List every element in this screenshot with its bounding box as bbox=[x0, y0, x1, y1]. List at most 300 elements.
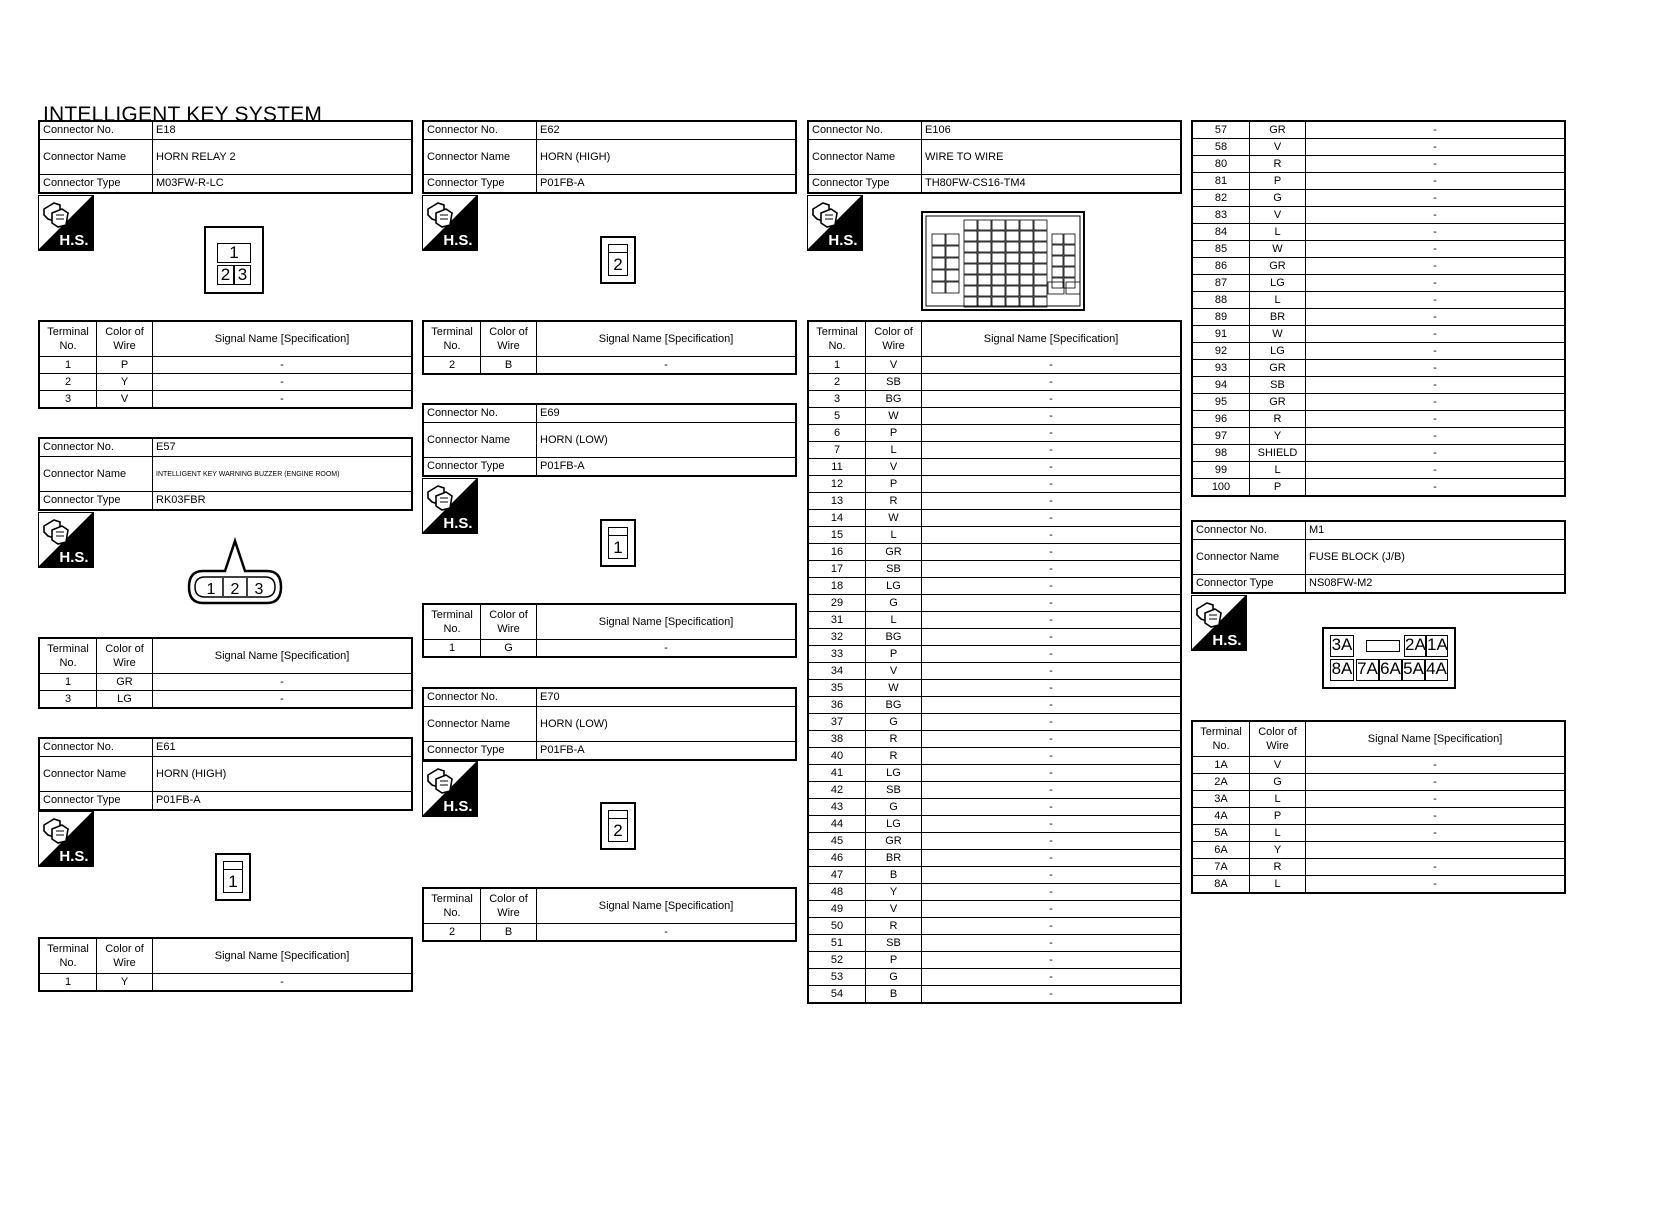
table-row bbox=[808, 425, 1181, 442]
terminal-no-cell: 48 bbox=[808, 884, 866, 901]
signal-name-cell: - bbox=[1306, 808, 1566, 825]
wire-color-cell: SHIELD bbox=[1250, 445, 1306, 462]
table-row bbox=[1192, 774, 1565, 791]
terminal-table-e57-wrap bbox=[38, 637, 413, 709]
terminal-no-cell: 33 bbox=[808, 646, 866, 663]
signal-name-cell: - bbox=[922, 833, 1182, 850]
wire-color-cell: Y bbox=[866, 884, 922, 901]
terminal-no-cell: 51 bbox=[808, 935, 866, 952]
table-row bbox=[808, 714, 1181, 731]
hs-graphic bbox=[1191, 595, 1247, 651]
connector-no-label: Connector No. bbox=[808, 121, 922, 140]
table-row bbox=[808, 561, 1181, 578]
signal-name-cell: - bbox=[922, 612, 1182, 629]
terminal-no-cell: 2 bbox=[423, 924, 481, 942]
signal-name-cell: - bbox=[1306, 462, 1566, 479]
signal-name-cell: - bbox=[1306, 859, 1566, 876]
pin-label: 3 bbox=[234, 265, 251, 285]
wire-color-cell: G bbox=[1250, 190, 1306, 207]
connector-info-table bbox=[1191, 520, 1566, 594]
table-row bbox=[808, 799, 1181, 816]
terminal-no-cell: 5A bbox=[1192, 825, 1250, 842]
wire-color-cell: SB bbox=[866, 782, 922, 799]
signal-name-cell: - bbox=[1306, 377, 1566, 394]
terminal-table-e70-wrap bbox=[422, 887, 797, 942]
terminal-no-cell: 1A bbox=[1192, 757, 1250, 774]
wire-color-cell: G bbox=[866, 595, 922, 612]
signal-name-cell: - bbox=[922, 850, 1182, 867]
terminal-no-cell: 1 bbox=[39, 674, 97, 691]
terminal-no-cell: 12 bbox=[808, 476, 866, 493]
hs-graphic bbox=[38, 811, 94, 867]
connector-name-label: Connector Name bbox=[39, 757, 153, 792]
terminal-no-cell: 35 bbox=[808, 680, 866, 697]
wire-color-cell: LG bbox=[866, 765, 922, 782]
wire-color-cell: GR bbox=[97, 674, 153, 691]
hs-label: H.S. bbox=[443, 515, 473, 532]
signal-name-cell: - bbox=[1306, 224, 1566, 241]
signal-name-cell: - bbox=[922, 816, 1182, 833]
connector-name-label: Connector Name bbox=[1192, 540, 1306, 575]
connector-name-label: Connector Name bbox=[423, 140, 537, 175]
wire-color-cell: G bbox=[866, 969, 922, 986]
connector-name-label: Connector Name bbox=[39, 140, 153, 175]
table-row bbox=[39, 974, 412, 992]
wire-color-cell: R bbox=[1250, 859, 1306, 876]
terminal-table bbox=[1191, 720, 1566, 894]
signal-name-cell: - bbox=[922, 680, 1182, 697]
table-row bbox=[1192, 275, 1565, 292]
pin-label: 3A bbox=[1330, 635, 1354, 657]
wire-color-cell: LG bbox=[97, 691, 153, 709]
signal-name-cell: - bbox=[922, 731, 1182, 748]
terminal-no-cell: 3A bbox=[1192, 791, 1250, 808]
table-row bbox=[1192, 360, 1565, 377]
signal-name-cell: - bbox=[922, 425, 1182, 442]
table-row bbox=[808, 357, 1181, 374]
table-row bbox=[1192, 825, 1565, 842]
wire-color-cell: L bbox=[866, 612, 922, 629]
table-row bbox=[808, 867, 1181, 884]
wire-color-cell: W bbox=[1250, 326, 1306, 343]
wire-color-cell: R bbox=[866, 748, 922, 765]
pin-label: 1 bbox=[217, 243, 251, 263]
table-row bbox=[808, 935, 1181, 952]
table-row bbox=[1192, 156, 1565, 173]
signal-name-cell: - bbox=[1306, 275, 1566, 292]
hs-graphic bbox=[38, 195, 94, 251]
hs-label: H.S. bbox=[59, 232, 89, 249]
signal-name-cell: - bbox=[1306, 791, 1566, 808]
signal-name-cell: - bbox=[1306, 428, 1566, 445]
wire-color-cell: SB bbox=[1250, 377, 1306, 394]
wire-color-cell: G bbox=[1250, 774, 1306, 791]
signal-name-cell: - bbox=[153, 374, 413, 391]
connector-e106 bbox=[807, 120, 1182, 194]
key-slot bbox=[1366, 640, 1400, 652]
signal-name-cell: - bbox=[1306, 121, 1566, 139]
wire-color-cell: Y bbox=[97, 374, 153, 391]
hs-label: H.S. bbox=[443, 798, 473, 815]
color-of-wire-header: Color of Wire bbox=[866, 321, 922, 357]
pin-label: 2 bbox=[217, 265, 234, 285]
connector-type-value: P01FB-A bbox=[153, 792, 413, 811]
signal-name-cell: - bbox=[922, 595, 1182, 612]
terminal-table bbox=[422, 887, 797, 942]
wire-color-cell: B bbox=[866, 986, 922, 1004]
terminal-no-cell: 2 bbox=[423, 357, 481, 375]
terminal-no-cell: 16 bbox=[808, 544, 866, 561]
table-row bbox=[808, 765, 1181, 782]
hs-label: H.S. bbox=[1212, 632, 1242, 649]
connector-name-label: Connector Name bbox=[423, 423, 537, 458]
signal-name-cell: - bbox=[153, 391, 413, 409]
signal-name-cell: - bbox=[922, 663, 1182, 680]
connector-name-label: Connector Name bbox=[808, 140, 922, 175]
connector-name-label: Connector Name bbox=[423, 707, 537, 742]
signal-name-cell: - bbox=[537, 357, 797, 375]
hs-harness-side-icon bbox=[422, 761, 478, 817]
connector-type-value: P01FB-A bbox=[537, 742, 797, 761]
table-row bbox=[1192, 479, 1565, 497]
table-row bbox=[808, 442, 1181, 459]
table-row bbox=[1192, 791, 1565, 808]
signal-name-cell: - bbox=[922, 527, 1182, 544]
terminal-no-cell: 34 bbox=[808, 663, 866, 680]
terminal-table-continued bbox=[1191, 120, 1566, 497]
table-row bbox=[808, 578, 1181, 595]
color-of-wire-header: Color of Wire bbox=[481, 604, 537, 640]
terminal-no-header: Terminal No. bbox=[39, 638, 97, 674]
connector-info-table bbox=[422, 120, 797, 194]
terminal-no-cell: 58 bbox=[1192, 139, 1250, 156]
hs-harness-side-icon bbox=[1191, 595, 1247, 651]
terminal-no-cell: 3 bbox=[39, 391, 97, 409]
color-of-wire-header: Color of Wire bbox=[481, 321, 537, 357]
connector-name-value: HORN (HIGH) bbox=[153, 757, 413, 792]
connector-face-diagram bbox=[185, 537, 285, 607]
wire-color-cell: R bbox=[1250, 411, 1306, 428]
terminal-no-header: Terminal No. bbox=[808, 321, 866, 357]
terminal-no-cell: 80 bbox=[1192, 156, 1250, 173]
color-of-wire-header: Color of Wire bbox=[97, 321, 153, 357]
signal-name-cell: - bbox=[922, 408, 1182, 425]
connector-no-value: E62 bbox=[537, 121, 797, 140]
wire-color-cell: Y bbox=[1250, 428, 1306, 445]
table-row bbox=[1192, 343, 1565, 360]
signal-name-cell: - bbox=[1306, 326, 1566, 343]
signal-name-cell: - bbox=[922, 629, 1182, 646]
signal-name-cell: - bbox=[922, 561, 1182, 578]
signal-name-header: Signal Name [Specification] bbox=[153, 638, 413, 674]
wire-color-cell: P bbox=[1250, 173, 1306, 190]
connector-name-label: Connector Name bbox=[39, 457, 153, 492]
hs-label: H.S. bbox=[443, 232, 473, 249]
wire-color-cell: V bbox=[1250, 139, 1306, 156]
terminal-table-m1-wrap bbox=[1191, 720, 1566, 894]
pin-label: 5A bbox=[1402, 659, 1425, 681]
signal-name-cell: - bbox=[1306, 394, 1566, 411]
table-row bbox=[808, 680, 1181, 697]
connector-type-value: P01FB-A bbox=[537, 458, 797, 477]
terminal-no-cell: 32 bbox=[808, 629, 866, 646]
wire-color-cell: LG bbox=[866, 578, 922, 595]
wire-color-cell: Y bbox=[97, 974, 153, 992]
wire-color-cell: L bbox=[1250, 462, 1306, 479]
table-row bbox=[39, 691, 412, 709]
table-row bbox=[1192, 428, 1565, 445]
signal-name-cell: - bbox=[1306, 479, 1566, 497]
signal-name-cell: - bbox=[1306, 876, 1566, 894]
connector-info-table bbox=[38, 437, 413, 511]
terminal-table-e106-wrap bbox=[807, 320, 1182, 1004]
table-row bbox=[423, 357, 796, 375]
terminal-no-cell: 86 bbox=[1192, 258, 1250, 275]
connector-type-value: TH80FW-CS16-TM4 bbox=[922, 175, 1182, 194]
wire-color-cell: GR bbox=[1250, 360, 1306, 377]
wire-color-cell: L bbox=[866, 527, 922, 544]
table-row bbox=[1192, 241, 1565, 258]
signal-name-header: Signal Name [Specification] bbox=[537, 888, 797, 924]
connector-no-label: Connector No. bbox=[39, 738, 153, 757]
table-row bbox=[808, 408, 1181, 425]
terminal-no-cell: 81 bbox=[1192, 173, 1250, 190]
pin-label: 2A bbox=[1404, 635, 1426, 657]
table-row bbox=[808, 527, 1181, 544]
connector-type-label: Connector Type bbox=[39, 175, 153, 194]
connector-name-value: WIRE TO WIRE bbox=[922, 140, 1182, 175]
table-row bbox=[808, 731, 1181, 748]
signal-name-header: Signal Name [Specification] bbox=[922, 321, 1182, 357]
terminal-no-cell: 52 bbox=[808, 952, 866, 969]
wire-color-cell: BR bbox=[866, 850, 922, 867]
pin-label: 2 bbox=[230, 581, 240, 598]
terminal-table bbox=[38, 320, 413, 409]
terminal-no-cell: 84 bbox=[1192, 224, 1250, 241]
terminal-table bbox=[38, 637, 413, 709]
signal-name-header: Signal Name [Specification] bbox=[537, 321, 797, 357]
connector-name-value: INTELLIGENT KEY WARNING BUZZER (ENGINE ROOM) bbox=[153, 457, 413, 492]
terminal-no-cell: 2 bbox=[39, 374, 97, 391]
wire-color-cell: P bbox=[866, 646, 922, 663]
signal-name-cell: - bbox=[922, 884, 1182, 901]
terminal-no-cell: 54 bbox=[808, 986, 866, 1004]
terminal-no-cell: 53 bbox=[808, 969, 866, 986]
signal-name-cell: - bbox=[922, 578, 1182, 595]
terminal-no-cell: 5 bbox=[808, 408, 866, 425]
color-of-wire-header: Color of Wire bbox=[481, 888, 537, 924]
table-row bbox=[39, 391, 412, 409]
connector-info-table bbox=[422, 687, 797, 761]
signal-name-cell: - bbox=[1306, 258, 1566, 275]
terminal-no-cell: 97 bbox=[1192, 428, 1250, 445]
connector-name-value: HORN (HIGH) bbox=[537, 140, 797, 175]
terminal-no-cell: 15 bbox=[808, 527, 866, 544]
connector-type-label: Connector Type bbox=[808, 175, 922, 194]
terminal-table-e61-wrap bbox=[38, 937, 413, 992]
hs-harness-side-icon bbox=[38, 811, 94, 867]
wire-color-cell: L bbox=[1250, 292, 1306, 309]
wire-color-cell: P bbox=[1250, 479, 1306, 497]
terminal-no-cell: 36 bbox=[808, 697, 866, 714]
wire-color-cell: BG bbox=[866, 697, 922, 714]
wire-color-cell: LG bbox=[866, 816, 922, 833]
table-row bbox=[1192, 876, 1565, 894]
signal-name-cell: - bbox=[1306, 241, 1566, 258]
wire-color-cell: W bbox=[1250, 241, 1306, 258]
signal-name-cell bbox=[1306, 842, 1566, 859]
signal-name-cell: - bbox=[922, 476, 1182, 493]
signal-name-cell: - bbox=[1306, 825, 1566, 842]
terminal-no-cell: 13 bbox=[808, 493, 866, 510]
wire-color-cell: V bbox=[866, 901, 922, 918]
wire-color-cell: R bbox=[866, 918, 922, 935]
signal-name-cell: - bbox=[1306, 139, 1566, 156]
wire-color-cell: W bbox=[866, 680, 922, 697]
wire-color-cell: L bbox=[866, 442, 922, 459]
connector-no-label: Connector No. bbox=[39, 438, 153, 457]
terminal-no-cell: 1 bbox=[39, 357, 97, 374]
signal-name-cell: - bbox=[922, 748, 1182, 765]
signal-name-cell: - bbox=[922, 867, 1182, 884]
connector-name-value: FUSE BLOCK (J/B) bbox=[1306, 540, 1566, 575]
wire-color-cell: R bbox=[866, 493, 922, 510]
hs-harness-side-icon bbox=[807, 195, 863, 251]
signal-name-cell: - bbox=[1306, 207, 1566, 224]
table-row bbox=[1192, 377, 1565, 394]
pin-label: 1 bbox=[608, 535, 628, 559]
hs-graphic bbox=[38, 512, 94, 568]
signal-name-header: Signal Name [Specification] bbox=[153, 938, 413, 974]
terminal-no-cell: 14 bbox=[808, 510, 866, 527]
signal-name-cell: - bbox=[1306, 292, 1566, 309]
connector-e62 bbox=[422, 120, 797, 194]
hs-label: H.S. bbox=[59, 549, 89, 566]
terminal-no-cell: 38 bbox=[808, 731, 866, 748]
wire-color-cell: L bbox=[1250, 224, 1306, 241]
wire-color-cell: GR bbox=[1250, 394, 1306, 411]
terminal-table bbox=[38, 937, 413, 992]
wire-color-cell: P bbox=[866, 425, 922, 442]
terminal-no-header: Terminal No. bbox=[423, 888, 481, 924]
connector-no-value: M1 bbox=[1306, 521, 1566, 540]
connector-info-table bbox=[807, 120, 1182, 194]
table-row bbox=[1192, 207, 1565, 224]
connector-type-value: M03FW-R-LC bbox=[153, 175, 413, 194]
table-row bbox=[808, 612, 1181, 629]
table-row bbox=[808, 544, 1181, 561]
connector-info-table bbox=[422, 403, 797, 477]
table-row bbox=[808, 816, 1181, 833]
hs-harness-side-icon bbox=[38, 512, 94, 568]
terminal-table-e18-wrap bbox=[38, 320, 413, 409]
terminal-table-e106-cont-wrap bbox=[1191, 120, 1566, 497]
table-row bbox=[1192, 173, 1565, 190]
wire-color-cell: V bbox=[866, 357, 922, 374]
wire-color-cell: L bbox=[1250, 791, 1306, 808]
connector-name-value: HORN (LOW) bbox=[537, 707, 797, 742]
table-row bbox=[808, 901, 1181, 918]
pin-label: 2 bbox=[608, 818, 628, 842]
wire-color-cell: P bbox=[866, 476, 922, 493]
table-row bbox=[808, 374, 1181, 391]
table-row bbox=[1192, 394, 1565, 411]
terminal-no-cell: 2A bbox=[1192, 774, 1250, 791]
hs-graphic bbox=[422, 478, 478, 534]
terminal-no-cell: 11 bbox=[808, 459, 866, 476]
terminal-no-cell: 3 bbox=[39, 691, 97, 709]
wire-color-cell: W bbox=[866, 510, 922, 527]
signal-name-cell: - bbox=[1306, 360, 1566, 377]
table-row bbox=[808, 969, 1181, 986]
terminal-no-cell: 87 bbox=[1192, 275, 1250, 292]
wire-color-cell: V bbox=[97, 391, 153, 409]
table-row bbox=[1192, 190, 1565, 207]
signal-name-cell: - bbox=[922, 459, 1182, 476]
table-row bbox=[808, 646, 1181, 663]
terminal-no-cell: 40 bbox=[808, 748, 866, 765]
signal-name-header: Signal Name [Specification] bbox=[1306, 721, 1566, 757]
signal-name-cell: - bbox=[922, 391, 1182, 408]
wire-color-cell: P bbox=[97, 357, 153, 374]
terminal-table-e62-wrap bbox=[422, 320, 797, 375]
terminal-no-cell: 98 bbox=[1192, 445, 1250, 462]
table-row bbox=[808, 918, 1181, 935]
signal-name-cell: - bbox=[1306, 757, 1566, 774]
hs-harness-side-icon bbox=[38, 195, 94, 251]
terminal-no-cell: 17 bbox=[808, 561, 866, 578]
terminal-no-cell: 4A bbox=[1192, 808, 1250, 825]
color-of-wire-header: Color of Wire bbox=[97, 938, 153, 974]
wire-color-cell: B bbox=[866, 867, 922, 884]
color-of-wire-header: Color of Wire bbox=[1250, 721, 1306, 757]
wire-color-cell: Y bbox=[1250, 842, 1306, 859]
connector-e18 bbox=[38, 120, 413, 194]
table-row bbox=[1192, 292, 1565, 309]
wire-color-cell: SB bbox=[866, 374, 922, 391]
table-row bbox=[39, 674, 412, 691]
pin-label: 1A bbox=[1426, 635, 1448, 657]
table-row bbox=[808, 510, 1181, 527]
table-row bbox=[1192, 859, 1565, 876]
wire-color-cell: LG bbox=[1250, 275, 1306, 292]
table-row bbox=[808, 884, 1181, 901]
pin-label: 6A bbox=[1379, 659, 1402, 681]
terminal-no-cell: 7A bbox=[1192, 859, 1250, 876]
pin-label: 1 bbox=[223, 869, 243, 893]
wire-color-cell: G bbox=[481, 640, 537, 658]
signal-name-cell: - bbox=[922, 901, 1182, 918]
terminal-no-cell: 6 bbox=[808, 425, 866, 442]
wire-color-cell: G bbox=[866, 714, 922, 731]
hs-graphic bbox=[807, 195, 863, 251]
signal-name-cell: - bbox=[1306, 156, 1566, 173]
table-row bbox=[1192, 258, 1565, 275]
table-row bbox=[808, 833, 1181, 850]
table-row bbox=[423, 640, 796, 658]
terminal-no-cell: 31 bbox=[808, 612, 866, 629]
wire-color-cell: B bbox=[481, 357, 537, 375]
table-row bbox=[808, 952, 1181, 969]
wire-color-cell: P bbox=[866, 952, 922, 969]
signal-name-cell: - bbox=[153, 674, 413, 691]
table-row bbox=[808, 748, 1181, 765]
terminal-no-cell: 37 bbox=[808, 714, 866, 731]
signal-name-cell: - bbox=[1306, 190, 1566, 207]
terminal-no-cell: 94 bbox=[1192, 377, 1250, 394]
table-row bbox=[1192, 326, 1565, 343]
signal-name-cell: - bbox=[1306, 774, 1566, 791]
